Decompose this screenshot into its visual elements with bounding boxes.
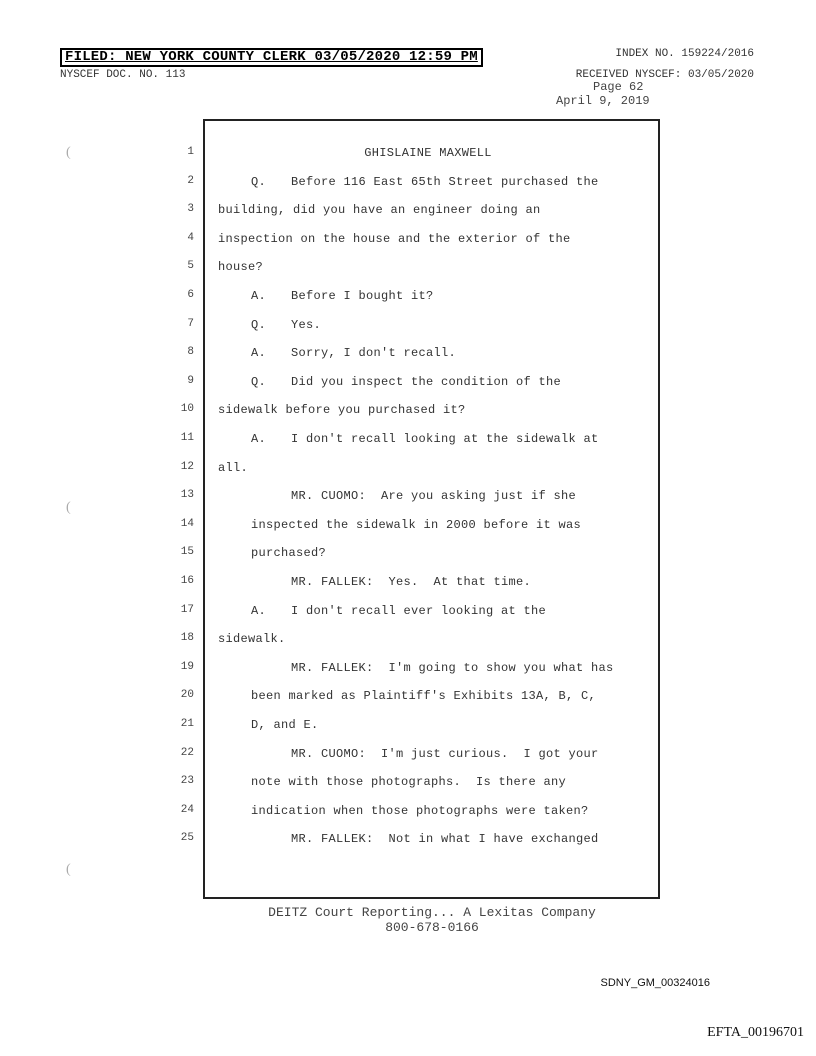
speaker-tag: Q. [251, 174, 267, 189]
transcript-date: April 9, 2019 [556, 94, 650, 108]
speaker-tag: A. [251, 346, 267, 361]
line-text: building, did you have an engineer doing an [218, 203, 541, 218]
margin-mark: ( [66, 500, 71, 515]
line-number: 17 [180, 603, 194, 616]
line-text: indication when those photographs were taken? [251, 803, 589, 818]
transcript-line [251, 289, 434, 303]
line-number: 11 [180, 432, 194, 444]
line-number: 12 [180, 460, 194, 473]
transcript-line [291, 575, 531, 589]
speaker-tag: A. [251, 432, 267, 446]
transcript-line [251, 604, 546, 618]
line-number: 18 [180, 632, 194, 645]
filed-text: FILED: NEW YORK COUNTY CLERK 03/05/2020 12:59 PM [65, 49, 478, 65]
transcript-line [218, 461, 248, 475]
transcript-line [251, 718, 319, 732]
transcript-line [251, 375, 561, 389]
line-number: 4 [187, 231, 194, 244]
line-text: MR. FALLEK: I'm going to show you what has [291, 660, 614, 675]
efta-number: EFTA_00196701 [707, 1025, 804, 1040]
line-number: 23 [180, 775, 194, 788]
line-number: 3 [187, 203, 194, 216]
transcript-line [251, 546, 326, 560]
line-text: D, and E. [251, 718, 319, 732]
transcript-line [291, 661, 614, 675]
line-number: 10 [180, 403, 194, 416]
line-text: purchased? [251, 546, 327, 561]
line-text: GHISLAINE MAXWELL [364, 146, 492, 160]
transcript-line [251, 432, 599, 446]
line-text: I don't recall ever looking at the [291, 603, 547, 618]
line-number: 7 [187, 317, 194, 330]
line-number: 8 [187, 346, 194, 359]
line-number: 21 [180, 718, 194, 730]
line-number: 1 [187, 146, 194, 158]
line-text: house? [218, 260, 264, 275]
line-number: 16 [180, 575, 194, 587]
line-text: MR. CUOMO: Are you asking just if she [291, 489, 577, 504]
bates-number: SDNY_GM_00324016 [600, 977, 710, 989]
transcript-line [218, 232, 571, 246]
line-text: MR. FALLEK: Not in what I have exchanged [291, 832, 599, 847]
line-text: I don't recall looking at the sidewalk at [291, 432, 599, 446]
line-text: sidewalk before you purchased it? [218, 403, 466, 418]
speaker-tag: Q. [251, 317, 267, 332]
line-number: 9 [187, 374, 194, 387]
line-text: MR. FALLEK: Yes. At that time. [291, 575, 532, 589]
transcript-line [291, 747, 599, 761]
line-text: Yes. [291, 317, 322, 332]
line-text: been marked as Plaintiff's Exhibits 13A, B, C, [251, 689, 597, 704]
line-number: 5 [187, 260, 194, 273]
line-number: 13 [180, 489, 194, 502]
line-text: Did you inspect the condition of the [291, 374, 562, 389]
line-text: all. [218, 460, 249, 475]
transcript-line [251, 775, 566, 789]
line-number: 6 [187, 289, 194, 301]
transcript-line [251, 175, 599, 189]
line-number: 2 [187, 174, 194, 187]
transcript-line [218, 260, 263, 274]
speaker-tag: A. [251, 603, 267, 618]
transcript-line [251, 346, 456, 360]
line-number: 20 [180, 689, 194, 702]
nyscef-doc-number: NYSCEF DOC. NO. 113 [60, 69, 186, 81]
line-text: inspected the sidewalk in 2000 before it was [251, 517, 582, 532]
transcript-line [251, 804, 589, 818]
transcript-line [218, 632, 286, 646]
transcript-line [218, 146, 638, 160]
line-number: 14 [180, 517, 194, 530]
margin-mark: ( [66, 145, 71, 160]
line-number: 19 [180, 660, 194, 673]
line-text: note with those photographs. Is there any [251, 775, 567, 790]
transcript-line [291, 832, 599, 846]
line-text: Before 116 East 65th Street purchased the [291, 174, 599, 189]
filed-banner [60, 48, 483, 67]
line-text: MR. CUOMO: I'm just curious. I got your [291, 746, 599, 761]
speaker-tag: Q. [251, 374, 267, 389]
transcript-line [218, 403, 466, 417]
line-text: Sorry, I don't recall. [291, 346, 457, 361]
line-text: inspection on the house and the exterior of the [218, 231, 571, 246]
line-number: 25 [180, 832, 194, 845]
line-text: sidewalk. [218, 632, 286, 647]
reporter-phone: 800-678-0166 [385, 920, 479, 935]
line-number: 15 [180, 546, 194, 559]
reporter-name: DEITZ Court Reporting... A Lexitas Company [268, 905, 596, 920]
line-number: 24 [180, 803, 194, 816]
line-text: Before I bought it? [291, 289, 434, 303]
transcript-line [251, 518, 581, 532]
speaker-tag: A. [251, 289, 267, 303]
margin-mark: ( [66, 862, 71, 877]
transcript-line [251, 689, 596, 703]
line-number: 22 [180, 746, 194, 759]
received-date: RECEIVED NYSCEF: 03/05/2020 [575, 69, 754, 81]
index-number: INDEX NO. 159224/2016 [615, 48, 754, 60]
transcript-line [291, 489, 576, 503]
transcript-line [251, 318, 321, 332]
transcript-line [218, 203, 541, 217]
page-number: Page 62 [593, 80, 644, 94]
